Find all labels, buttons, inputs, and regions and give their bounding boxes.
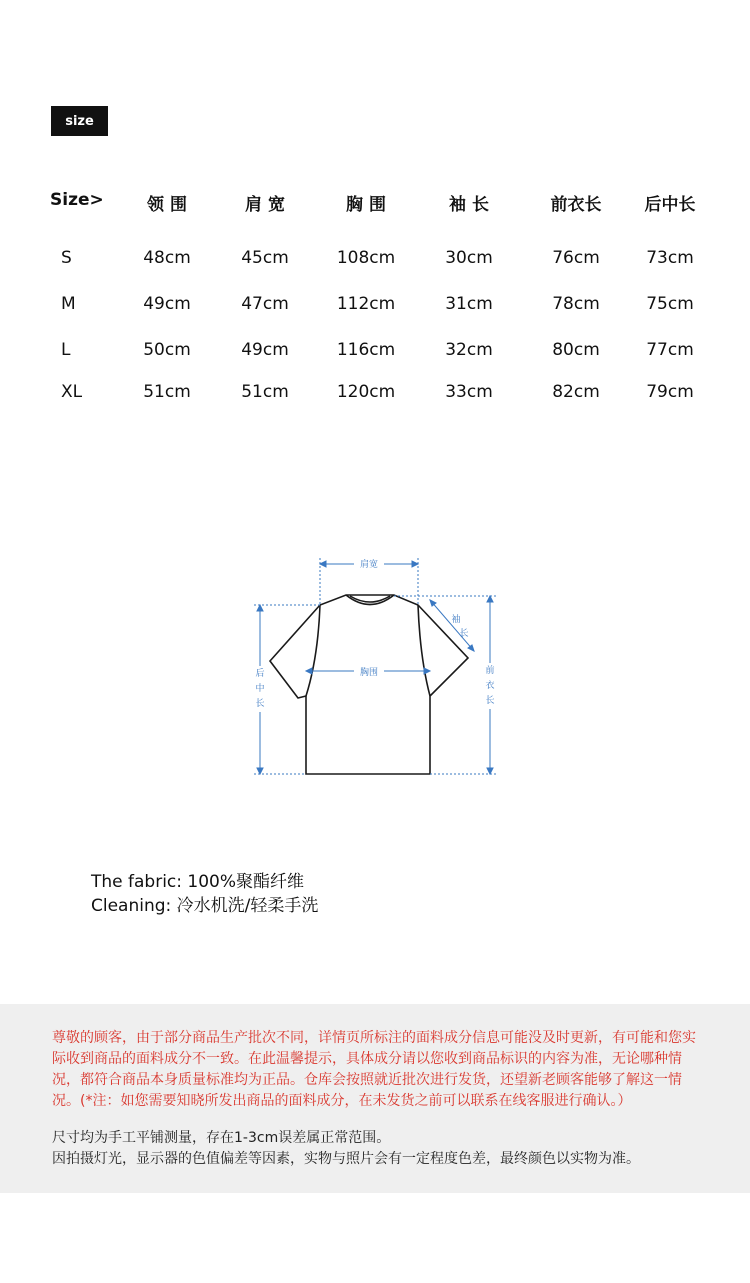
size-tag: size [51,106,108,136]
chest-label: 胸围 [359,668,379,678]
table-cell: 78cm [552,294,600,314]
table-cell: 79cm [646,382,694,402]
table-cell: 31cm [445,294,493,314]
fabric-info [91,870,318,918]
table-cell: 33cm [445,382,493,402]
table-cell: 73cm [646,248,694,268]
sleeve-label-1: 袖 [451,615,461,625]
table-cell: 82cm [552,382,600,402]
table-cell: 77cm [646,340,694,360]
front-length-label-2: 衣 [485,681,495,691]
table-cell: 50cm [143,340,191,360]
table-cell: L [61,340,71,360]
header-chest: 胸 围 [346,195,386,215]
header-collar: 领 围 [147,195,187,215]
table-cell: 112cm [336,294,396,314]
shoulder-label: 肩宽 [359,560,379,570]
tshirt-outline [270,595,468,774]
table-cell: 49cm [241,340,289,360]
table-cell: 120cm [336,382,396,402]
fabric-material: The fabric: 100%聚酯纤维 [91,872,305,892]
table-cell: 108cm [336,248,396,268]
table-cell: 116cm [336,340,396,360]
table-cell: M [61,294,76,314]
table-cell: 48cm [143,248,191,268]
table-cell: 32cm [445,340,493,360]
table-cell: XL [61,382,83,402]
sleeve-label-2: 长 [459,629,469,639]
tshirt-measurement-diagram [230,548,520,788]
table-cell: 49cm [143,294,191,314]
table-cell: S [61,248,72,268]
table-cell: 45cm [241,248,289,268]
fabric-cleaning: Cleaning: 冷水机洗/轻柔手洗 [91,896,319,916]
table-cell: 80cm [552,340,600,360]
back-length-label-1: 后 [255,669,265,679]
header-sleeve: 袖 长 [449,195,489,215]
notice-red-text: 尊敬的顾客，由于部分商品生产批次不同，详情页所标注的面料成分信息可能没及时更新，有可能和您实际收到商品的面料成分不一致。在此温馨提示，具体成分请以您收到商品标识的内容为准，无论哪种情况，都符合商品本身质量标准均为正品。仓库会按照就近批次进行发货，还望新老顾客能够了解这一情况。(*注：如您需要知晓所发出商品的面料成分，在未发货之前可以联系在线客服进行确认。） [52,1030,696,1109]
table-cell: 47cm [241,294,289,314]
notice-panel [0,1004,750,1193]
front-length-label-3: 长 [485,696,495,706]
table-cell: 76cm [552,248,600,268]
front-length-label-1: 前 [485,666,495,676]
table-cell: 30cm [445,248,493,268]
table-cell: 75cm [646,294,694,314]
header-back-length: 后中长 [644,195,696,215]
header-front-length: 前衣长 [550,195,602,215]
notice-measure-line: 尺寸均为手工平铺测量，存在1-3cm误差属正常范围。 [52,1130,391,1146]
table-cell: 51cm [143,382,191,402]
back-length-label-2: 中 [255,684,265,694]
header-size: Size> [50,190,104,210]
header-shoulder: 肩 宽 [245,195,285,215]
notice-color-line: 因拍摄灯光，显示器的色值偏差等因素，实物与照片会有一定程度色差，最终颜色以实物为准。 [52,1151,640,1167]
back-length-label-3: 长 [255,699,265,709]
table-cell: 51cm [241,382,289,402]
